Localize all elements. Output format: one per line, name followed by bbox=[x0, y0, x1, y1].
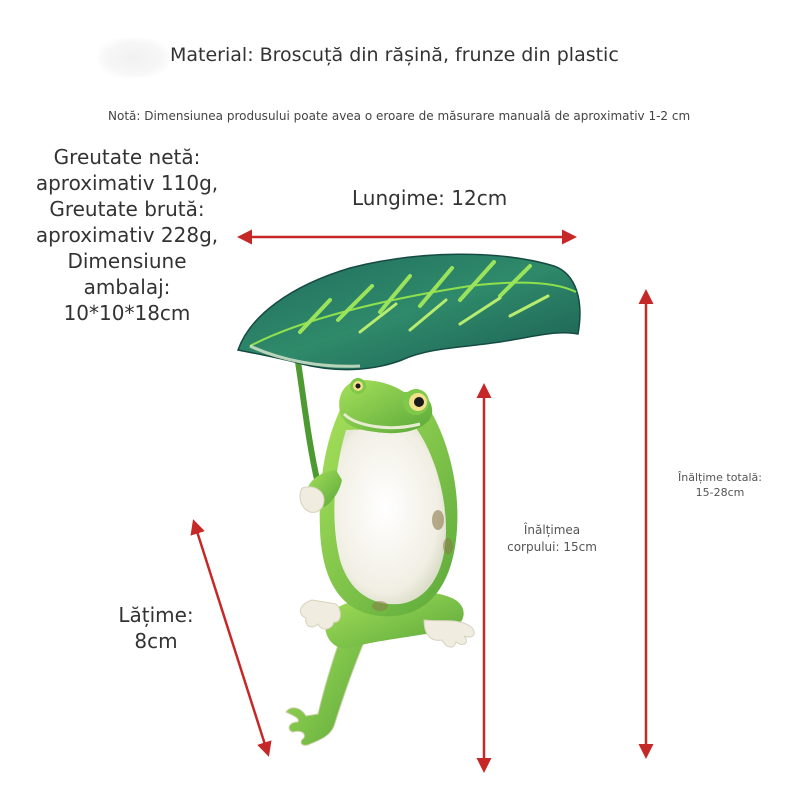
spec-line: ambalaj: bbox=[83, 275, 171, 299]
width-arrow bbox=[194, 522, 268, 754]
body-height-value: corpului: 15cm bbox=[507, 540, 597, 554]
spec-line: aproximativ 228g, bbox=[35, 223, 219, 247]
leaf bbox=[238, 254, 580, 369]
measurement-note: Notă: Dimensiunea produsului poate avea o eroare de măsurare manuală de aproximativ 1-2 cm bbox=[108, 109, 691, 123]
total-height-value: 15-28cm bbox=[695, 486, 745, 499]
length-label: Lungime: 12cm bbox=[352, 186, 508, 210]
width-label-value: 8cm bbox=[134, 629, 178, 653]
width-label-line: Lățime: bbox=[118, 603, 194, 627]
leaf-stem bbox=[298, 362, 318, 484]
spec-line: Dimensiune bbox=[67, 249, 187, 273]
frog-figurine bbox=[286, 378, 474, 745]
spec-line: Greutate netă: bbox=[53, 145, 201, 169]
total-height-line: Înălțime totală: bbox=[678, 471, 762, 484]
spec-line: Greutate brută: bbox=[49, 197, 205, 221]
spec-line: aproximativ 110g, bbox=[35, 171, 219, 195]
material-text: Material: Broscuță din rășină, frunze din plastic bbox=[170, 44, 619, 66]
spec-line: 10*10*18cm bbox=[63, 301, 191, 325]
body-height-line: Înălțimea bbox=[523, 523, 581, 537]
